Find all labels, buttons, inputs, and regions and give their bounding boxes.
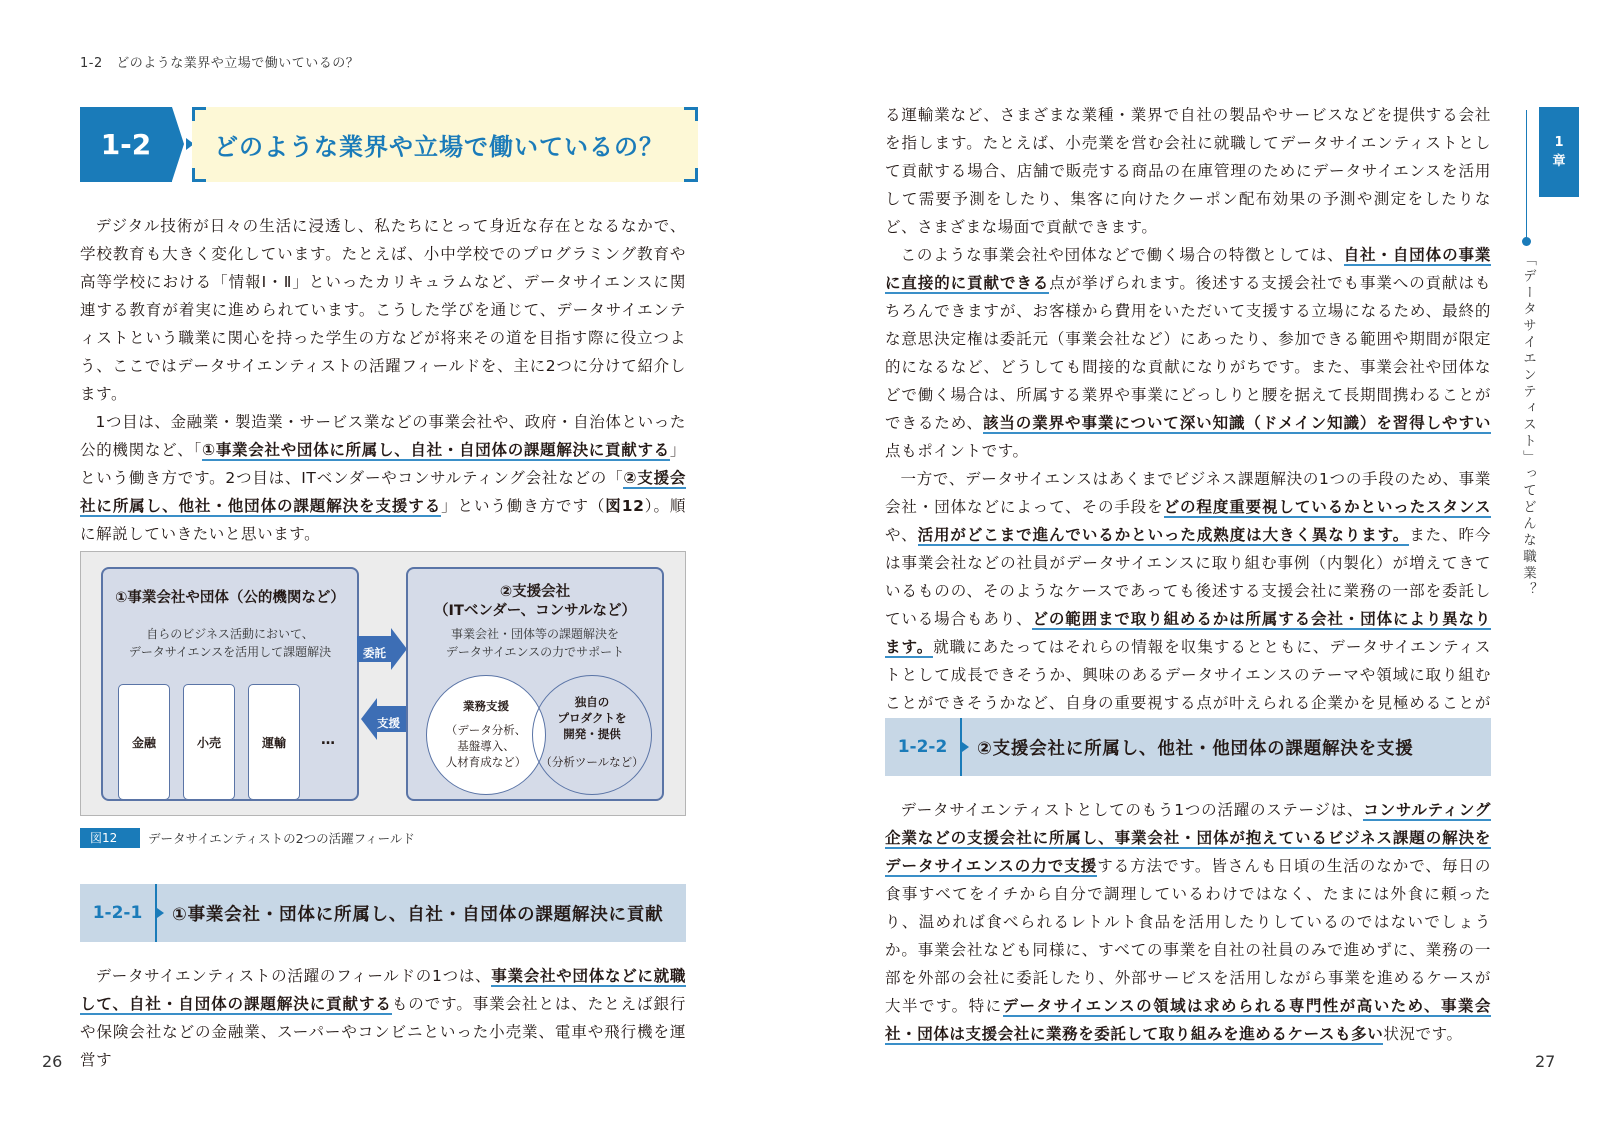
subsection-number: 1-2-1 <box>92 903 143 923</box>
subsection-header-1-2-1 <box>80 884 686 942</box>
support-company-box <box>406 567 664 801</box>
bracket-corner-icon <box>684 168 698 182</box>
own-product-circle <box>532 675 652 795</box>
support-company-desc: 事業会社・団体等の課題解決を <box>450 627 619 641</box>
industry-card-retail: 小売 <box>183 684 235 800</box>
right-paragraph-1: る運輸業など、さまざまな業種・業界で自社の製品やサービスなどを提供する会社を指します。たとえば、小売業を営む会社に就職してデータサイエンティストとして貢献する場合、店舗で販売する商品の在庫管理のためにデータサイエンスを活用して需要予測をしたり、集客に向けたクーポン配布効果の予測や測定をしたりなど、さまざまな場面で貢献できます。 <box>885 106 1491 236</box>
intro-paragraph-1: デジタル技術が日々の生活に浸透し、私たちにとって身近な存在となるなかで、学校教育も大きく変化しています。たとえば、小中学校でのプログラミング教育や高等学校における「情報Ⅰ・Ⅱ」といったカリキュラムなど、データサイエンスに関連する教育が着実に進められています。こうした学びを通じて、データサイエンティストという職業に関心を持った学生の方などが将来その道を目指す際に役立つよう、ここではデータサイエンティストの活躍フィールドを、主に2つに分けて紹介します。 <box>80 217 686 403</box>
section-header <box>80 107 698 182</box>
support-company-title: （ITベンダー、コンサルなど） <box>434 603 636 619</box>
chapter-tab-label: 章 <box>1552 154 1566 169</box>
page-number-left: 26 <box>42 1052 63 1071</box>
bracket-corner-icon <box>192 168 206 182</box>
bracket-corner-icon <box>192 107 206 121</box>
right-paragraph-3: 一方で、データサイエンスはあくまでビジネス課題解決の1つの手段のため、事業会社・団体などによって、その手段をどの程度重要視しているかといったスタンスや、活用がどこまで進んでいるかといった成熟度は大きく異なります。また、昨今は事業会社などの社員がデータサイエンスに取り組む事例（内製化）が増えてきているものの、そのようなケースであっても後述する支援会社に業務の一部を委託している場合もあり、どの範囲まで取り組めるかは所属する会社・団体により異なります。就職にあたってはそれらの情報を収集するとともに、データサイエンティストとして成長できそうか、興味のあるデータサイエンスのテーマや領域に取り組むことができそうかなど、自身の重要視する点が叶えられる企業かを見極めることが <box>885 470 1492 712</box>
support-arrow-label: 支援 <box>377 716 400 730</box>
support-company-title: ②支援会社 <box>499 584 571 600</box>
subsection-title: ①事業会社・団体に所属し、自社・自団体の課題解決に貢献 <box>172 904 664 925</box>
right-text-2 <box>885 796 1491 1048</box>
subsection-tip-icon <box>962 742 969 752</box>
figure-caption <box>80 828 415 848</box>
right-paragraph-2: このような事業会社や団体などで働く場合の特徴としては、自社・自団体の事業に直接的に貢献できる点が挙げられます。後述する支援会社でも事業への貢献はもちろんできますが、お客様から費用をいただいて支援する立場になるため、最終的な意思決定権は委託元（事業会社など）にあったり、参加できる範囲や期間が限定的になるなど、どうしても間接的な貢献になりがちです。また、事業会社や団体などで働く場合は、所属する業界や事業にどっしりと腰を据えて長期間携わることができるため、該当の業界や事業について深い知識（ドメイン知識）を習得しやすい点もポイントです。 <box>885 246 1492 460</box>
subsection-tip-icon <box>157 908 164 918</box>
subsection-number: 1-2-2 <box>897 737 948 757</box>
subsection-header-1-2-2 <box>885 718 1491 776</box>
business-support-desc: 人材育成など） <box>445 755 527 769</box>
business-company-title: ①事業会社や団体（公的機関など） <box>115 590 345 606</box>
figure-caption-text: データサイエンティストの2つの活躍フィールド <box>148 831 415 846</box>
right-paragraph-4: データサイエンティストとしてのもう1つの活躍のステージは、コンサルティング企業などの支援会社に所属し、事業会社・団体が抱えているビジネス課題の解決をデータサイエンスの力で支援する方法です。皆さんも日頃の生活のなかで、毎日の食事すべてをイチから自分で調理しているわけではなく、たまには外食に頼ったり、温めれば食べられるレトルト食品を活用したりしているのではないでしょうか。事業会社なども同様に、すべての事業を自社の社員のみで進めずに、業務の一部を外部の会社に委託したり、外部サービスを活用しながら事業を進めるケースが大半です。特にデータサイエンスの領域は求められる専門性が高いため、事業会社・団体は支援会社に業務を委託して取り組みを進めるケースも多い状況です。 <box>885 801 1492 1043</box>
own-product-title: プロダクトを <box>557 711 627 725</box>
business-company-desc: データサイエンスを活用して課題解決 <box>128 645 332 659</box>
chapter-title-vertical: 「データサイエンティスト」ってどんな職業？ <box>1520 252 1536 599</box>
chapter-line <box>1526 110 1527 240</box>
bracket-corner-icon <box>684 107 698 121</box>
section-number: 1-2 <box>80 107 172 182</box>
intro-text <box>80 212 686 548</box>
subsection-1-paragraph: データサイエンティストの活躍のフィールドの1つは、事業会社や団体などに就職して、自社・自団体の課題解決に貢献するものです。事業会社とは、たとえば銀行や保険会社などの金融業、スーパーやコンビニといった小売業、電車や飛行機を運営す <box>80 967 687 1069</box>
support-company-desc: データサイエンスの力でサポート <box>445 645 625 659</box>
industry-card-transport: 運輸 <box>248 684 300 800</box>
more-ellipsis: … <box>321 732 335 748</box>
business-support-desc: （データ分析、 <box>445 723 527 737</box>
section-number-arrow <box>172 107 184 181</box>
chapter-dot-icon <box>1522 237 1531 246</box>
chapter-tab <box>1539 107 1579 197</box>
business-support-desc: 基盤導入、 <box>457 739 515 753</box>
figure-caption-tag: 図12 <box>80 828 140 848</box>
business-company-box <box>101 567 359 801</box>
own-product-title: 開発・提供 <box>563 727 621 741</box>
chapter-tab-number: 1 <box>1554 135 1564 150</box>
page-number-right: 27 <box>1535 1052 1556 1071</box>
subsection-title: ②支援会社に所属し、他社・他団体の課題解決を支援 <box>977 738 1414 759</box>
figure-12 <box>80 551 686 816</box>
intro-paragraph-2: 1つ目は、金融業・製造業・サービス業などの事業会社や、政府・自治体といった公的機関など、「①事業会社や団体に所属し、自社・自団体の課題解決に貢献する」という働き方です。2つ目は、ITベンダーやコンサルティング会社などの「②支援会社に所属し、他社・他団体の課題解決を支援する」という働き方です（図12）。順に解説していきたいと思います。 <box>80 413 687 543</box>
business-company-desc: 自らのビジネス活動において、 <box>146 627 314 641</box>
running-head: 1-2 どのような業界や立場で働いているの？ <box>80 56 360 71</box>
business-support-circle <box>426 675 546 795</box>
subsection-1-text <box>80 962 686 1074</box>
own-product-title: 独自の <box>574 695 610 709</box>
section-title: どのような業界や立場で働いているの？ <box>192 107 698 182</box>
own-product-desc: （分析ツールなど） <box>540 755 644 769</box>
outsource-arrow-label: 委託 <box>363 646 386 660</box>
right-text-1 <box>885 101 1491 745</box>
industry-card-finance: 金融 <box>118 684 170 800</box>
business-support-title: 業務支援 <box>463 699 509 713</box>
